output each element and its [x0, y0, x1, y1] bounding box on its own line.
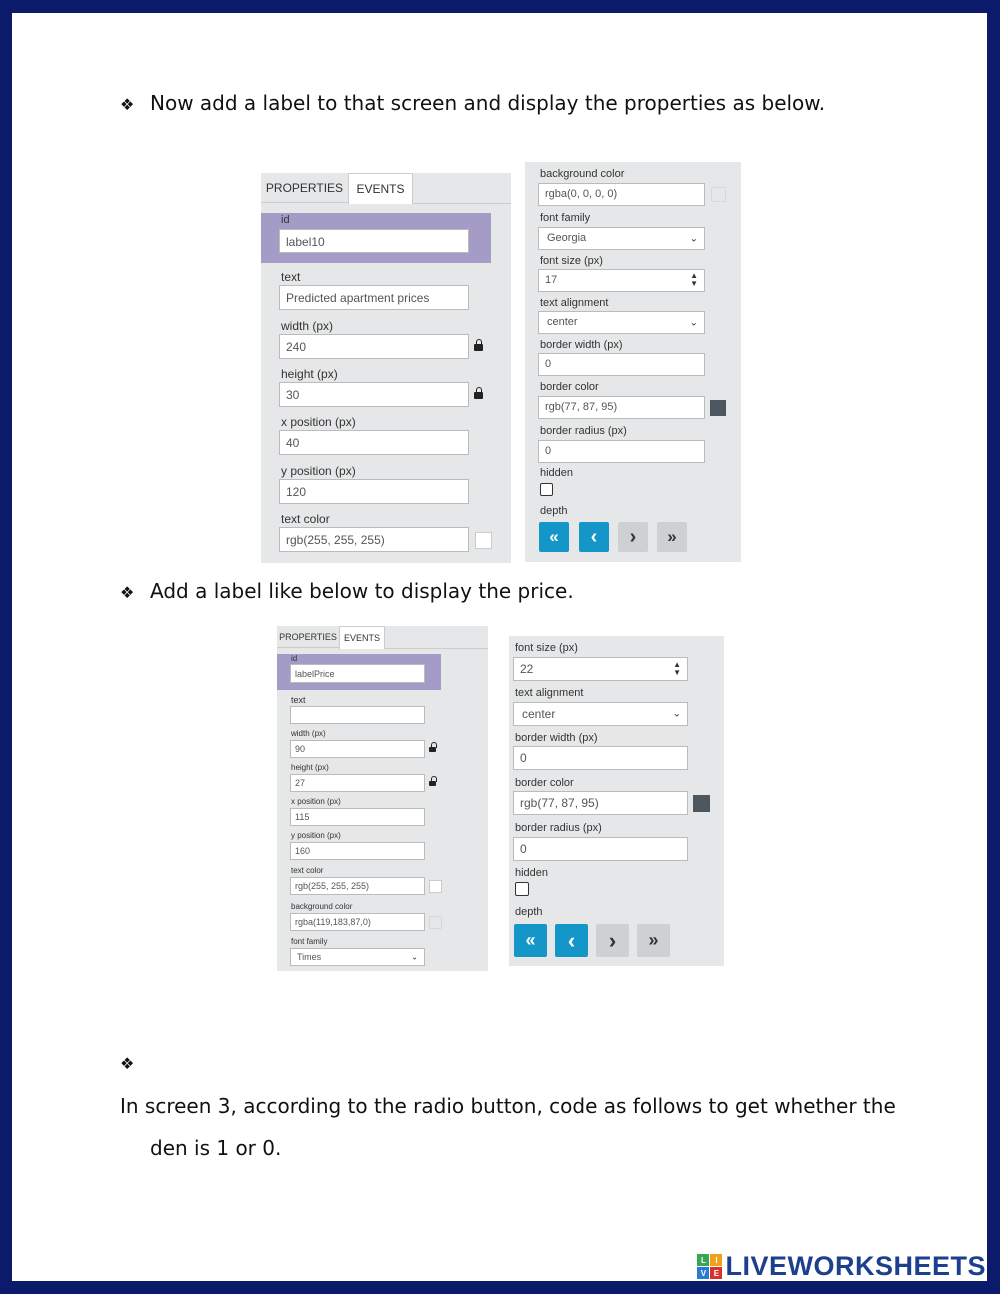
depth-first-button[interactable]: «: [514, 924, 547, 957]
width-input[interactable]: 90: [290, 740, 425, 758]
lock-icon[interactable]: [474, 344, 483, 351]
background-color-label: background color: [291, 902, 353, 911]
bullet-icon: ❖: [120, 583, 135, 602]
depth-prev-button[interactable]: ‹: [555, 924, 588, 957]
text-input[interactable]: Predicted apartment prices: [279, 285, 469, 310]
background-color-label: background color: [540, 168, 625, 180]
y-position-label: y position (px): [291, 831, 341, 840]
tab-properties[interactable]: PROPERTIES: [261, 173, 348, 203]
text-color-label: text color: [281, 512, 330, 526]
border-radius-label: border radius (px): [515, 822, 602, 834]
text-alignment-value: center: [547, 316, 578, 328]
text-color-input[interactable]: rgb(255, 255, 255): [290, 877, 425, 895]
height-label: height (px): [281, 367, 338, 381]
font-family-label: font family: [291, 937, 328, 946]
background-color-input[interactable]: rgba(0, 0, 0, 0): [538, 183, 705, 206]
height-input[interactable]: 30: [279, 382, 469, 407]
x-position-input[interactable]: 40: [279, 430, 469, 455]
properties-panel-1: [261, 173, 511, 563]
tab-events[interactable]: EVENTS: [339, 626, 385, 649]
x-position-label: x position (px): [291, 797, 341, 806]
tab-properties[interactable]: PROPERTIES: [277, 626, 339, 648]
border-width-input[interactable]: 0: [513, 746, 688, 770]
id-input[interactable]: labelPrice: [290, 664, 425, 683]
font-family-label: font family: [540, 212, 591, 224]
depth-last-button[interactable]: »: [657, 522, 687, 552]
border-color-label: border color: [515, 777, 574, 789]
hidden-label: hidden: [515, 867, 549, 879]
height-label: height (px): [291, 763, 329, 772]
border-width-label: border width (px): [515, 732, 598, 744]
border-width-label: border width (px): [540, 339, 623, 351]
text-alignment-select[interactable]: [538, 311, 705, 334]
text-alignment-select[interactable]: [513, 702, 688, 726]
text-alignment-label: text alignment: [515, 687, 584, 699]
background-color-swatch[interactable]: [429, 916, 442, 929]
font-size-value: 17: [545, 274, 558, 286]
logo-blocks-icon: L I V E: [697, 1254, 722, 1279]
tab-divider: [385, 648, 488, 649]
depth-next-button[interactable]: ›: [618, 522, 648, 552]
border-color-input[interactable]: rgb(77, 87, 95): [538, 396, 705, 419]
border-color-input[interactable]: rgb(77, 87, 95): [513, 791, 688, 815]
id-label: id: [281, 214, 290, 226]
text-alignment-value: center: [522, 707, 556, 721]
height-input[interactable]: 27: [290, 774, 425, 792]
text-color-input[interactable]: rgb(255, 255, 255): [279, 527, 469, 552]
instruction-step-2: ❖ Add a label like below to display the price.: [120, 570, 574, 614]
instruction-step-3: ❖In screen 3, according to the radio button, code as follows to get whether the den is 1 or 0.: [120, 1041, 920, 1169]
y-position-input[interactable]: 160: [290, 842, 425, 860]
properties-panel-3: [277, 626, 488, 971]
border-width-input[interactable]: 0: [538, 353, 705, 376]
properties-panel-4: [509, 636, 724, 966]
width-input[interactable]: 240: [279, 334, 469, 359]
y-position-label: y position (px): [281, 464, 356, 478]
tab-divider: [413, 203, 511, 204]
spinner-icon[interactable]: ▲ ▼: [673, 660, 681, 677]
text-input[interactable]: [290, 706, 425, 724]
lock-icon[interactable]: [429, 747, 436, 752]
border-radius-input[interactable]: 0: [513, 837, 688, 861]
depth-label: depth: [540, 505, 568, 517]
x-position-input[interactable]: 115: [290, 808, 425, 826]
font-family-select[interactable]: [538, 227, 705, 250]
lock-icon[interactable]: [429, 781, 436, 786]
text-label: text: [291, 695, 306, 705]
tab-events[interactable]: EVENTS: [348, 173, 413, 204]
depth-first-button[interactable]: «: [539, 522, 569, 552]
depth-prev-button[interactable]: ‹: [579, 522, 609, 552]
width-label: width (px): [281, 319, 334, 333]
text-color-swatch[interactable]: [475, 532, 492, 549]
font-family-select[interactable]: [290, 948, 425, 966]
id-input[interactable]: label10: [279, 229, 469, 253]
font-family-value: Times: [297, 952, 322, 962]
lock-icon[interactable]: [474, 392, 483, 399]
background-color-swatch[interactable]: [711, 187, 726, 202]
depth-label: depth: [515, 906, 543, 918]
text-label: text: [281, 270, 301, 284]
y-position-input[interactable]: 120: [279, 479, 469, 504]
text-color-label: text color: [291, 866, 324, 875]
hidden-label: hidden: [540, 467, 574, 479]
chevron-down-icon: ⌄: [689, 233, 698, 244]
text-alignment-label: text alignment: [540, 297, 609, 309]
depth-last-button[interactable]: »: [637, 924, 670, 957]
background-color-input[interactable]: rgba(119,183,87,0): [290, 913, 425, 931]
hidden-checkbox[interactable]: [540, 483, 553, 496]
width-label: width (px): [291, 729, 326, 738]
text-color-swatch[interactable]: [429, 880, 442, 893]
font-size-value: 22: [520, 662, 534, 676]
font-family-value: Georgia: [547, 232, 587, 244]
depth-next-button[interactable]: ›: [596, 924, 629, 957]
font-size-label: font size (px): [515, 642, 578, 654]
border-color-swatch[interactable]: [710, 400, 726, 416]
instruction-step-1: ❖ Now add a label to that screen and display the properties as below.: [120, 82, 825, 126]
font-size-input[interactable]: [513, 657, 688, 681]
border-radius-input[interactable]: 0: [538, 440, 705, 463]
font-size-label: font size (px): [540, 255, 603, 267]
border-radius-label: border radius (px): [540, 425, 627, 437]
id-label: id: [291, 654, 298, 663]
properties-panel-2: [525, 162, 741, 562]
font-size-input[interactable]: [538, 269, 705, 292]
liveworksheets-logo: [697, 1251, 986, 1282]
bullet-icon: ❖: [120, 1054, 135, 1073]
logo-text: LIVEWORKSHEETS: [725, 1251, 986, 1281]
x-position-label: x position (px): [281, 415, 356, 429]
spinner-icon[interactable]: ▲ ▼: [690, 271, 698, 288]
bullet-icon: ❖: [120, 95, 135, 114]
chevron-down-icon: ⌄: [411, 952, 418, 962]
border-color-swatch[interactable]: [693, 795, 710, 812]
chevron-down-icon: ⌄: [689, 317, 698, 328]
border-color-label: border color: [540, 381, 599, 393]
chevron-down-icon: ⌄: [672, 708, 681, 720]
hidden-checkbox[interactable]: [515, 882, 529, 896]
